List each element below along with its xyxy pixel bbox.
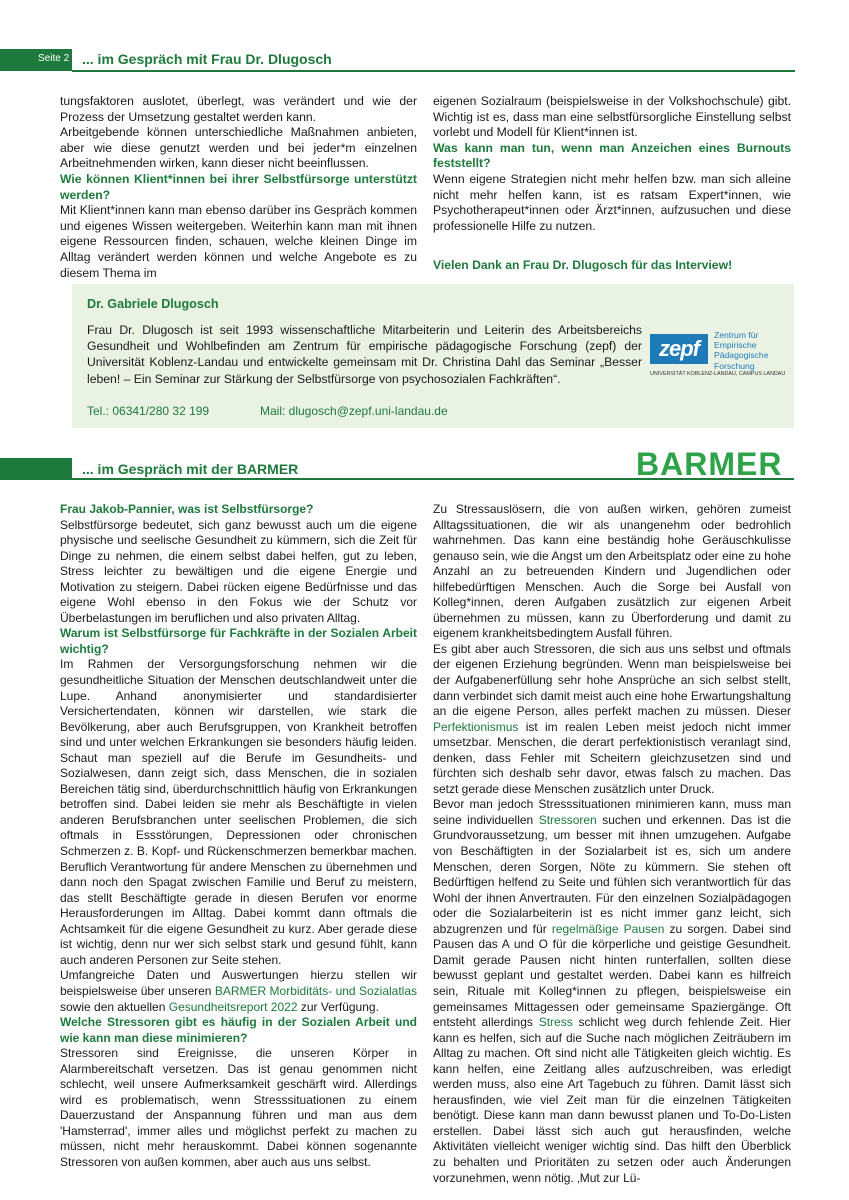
- paragraph: Wenn eigene Strategien nicht mehr helfen bzw. man sich alleine nicht mehr helfen kann, ist es ratsam Expert*innen, wie Psychotherapeut*innen oder Ärzt*innen, aufzusuchen und diese professionelle Hilfe zu nutzen.: [433, 171, 791, 233]
- section-bar: [0, 458, 72, 480]
- paragraph: eigenen Sozialraum (beispielsweise in der Volkshochschule) gibt. Wichtig ist es, dass man eine selbstfürsorgliche Einstellung selbst vorlebt und Modell für Klient*innen ist.: [433, 94, 791, 140]
- text-run: Umfangreiche Daten und Auswertungen hierzu stellen wir beispielsweise über unseren: [60, 968, 417, 998]
- text-run: Bevor man jedoch Stresssituationen minimieren kann, muss man seine individuellen: [433, 797, 791, 827]
- text-link[interactable]: BARMER Morbiditäts- und Sozialatlas: [214, 983, 418, 998]
- text-run: zu sorgen. Dabei sind Pausen das A und O für die körperliche und geistige Gesundheit. Damit gerade Pausen nicht hinten runterfallen, sollten diese bewusst geplant und gestaltet werden. Dabei kann es hilfreich sein, Rituale mit Kolleg*innen zu pflegen, beispielsweise ein gemeinsames Mittagessen oder gemeinsame Spaziergänge. Oft entsteht allerdings: [433, 921, 791, 1030]
- page-number: Seite 2: [38, 53, 70, 64]
- text-link[interactable]: Gesundheitsreport 2022: [168, 999, 298, 1014]
- infobox-name: Dr. Gabriele Dlugosch: [87, 297, 219, 311]
- zepf-logo: [650, 326, 790, 386]
- question-heading: Wie können Klient*innen bei ihrer Selbstfürsorge unterstützt werden?: [60, 171, 417, 202]
- page-number-tab: [0, 49, 72, 71]
- paragraph: Mit Klient*innen kann man ebenso darüber ins Gespräch kommen und eigenes Wissen weitergeben. Weiterhin kann man mit ihnen eigene Ressourcen finden, schauen, welche kleinen Dinge im Alltag verändert werden können und welche Angebote es zu diesem Thema im: [60, 203, 417, 280]
- paragraph: Selbstfürsorge bedeutet, sich ganz bewusst auch um die eigene physische und seelische Gesundheit zu kümmern, sich die Zeit für Dinge zu nehmen, die einem selbst dabei helfen, gut zu leben, Stress leichter zu bewältigen und die eigene Energie und Motivation zu steigern. Dabei rücken eigene Bedürfnisse und das eigene Wohl ebenso in den Fokus wie der Schutz vor Überbelastungen im beruflichen und also privaten Alltag.: [60, 517, 417, 625]
- infobox-bio: Frau Dr. Dlugosch ist seit 1993 wissenschaftliche Mitarbeiterin und Leiterin des Arbeitsbereichs Gesundheit und Wohlbefinden am Zentrum für empirische pädagogische Forschung (zepf) der Universität Koblenz-Landau und entwickelte gemeinsam mit Dr. Christina Dahl das Seminar „Besser leben! – Ein Seminar zur Stärkung der Selbstfürsorge von psychosozialen Fachkräften“.: [87, 323, 642, 386]
- section-title-barmer: ... im Gespräch mit der BARMER: [82, 461, 299, 477]
- column-left-interview-dlugosch: [60, 94, 417, 281]
- column-right-interview-barmer: [433, 502, 791, 1186]
- paragraph: [60, 968, 417, 1015]
- paragraph: tungsfaktoren auslotet, überlegt, was verändert und wie der Prozess der Umsetzung gestaltet werden kann.: [60, 94, 417, 124]
- text-run: Es gibt aber auch Stressoren, die sich aus uns selbst und oftmals der eigenen Erziehung begründen. Wenn man beispielsweise bei der Aufgabenerfüllung sehr hohe Ansprüche an sich selbst stellt, dann verbindet sich damit meist auch eine hohe Erwartungshaltung an die eigene Person, alles perfekt machen zu müssen. Dieser: [433, 641, 791, 719]
- text-link[interactable]: Stress: [538, 1015, 573, 1030]
- column-right-interview-dlugosch: [433, 94, 791, 234]
- paragraph: Stressoren sind Ereignisse, die unseren Körper in Alarmbereitschaft versetzen. Das ist genau genommen nicht schlecht, weil unsere Aufmerksamkeit geschärft wird. Allerdings wird es problematisch, wenn Stresssituationen zu einem Dauerzustand der Anspannung führen und man aus dem 'Hamsterrad', immer alles und möglichst perfekt zu machen zu müssen, nicht mehr herauskommt. Dabei können sogenannte Stressoren von außen kommen, aber auch aus uns selbst.: [60, 1046, 417, 1169]
- question-heading: Was kann man tun, wenn man Anzeichen eines Burnouts feststellt?: [433, 140, 791, 171]
- infobox-phone: Tel.: 06341/280 32 199: [87, 404, 210, 418]
- text-link[interactable]: regelmäßige Pausen: [551, 921, 665, 936]
- text-link[interactable]: Perfektionismus: [433, 719, 519, 734]
- question-heading: Welche Stressoren gibt es häufig in der Sozialen Arbeit und wie kann man diese minimieren?: [60, 1015, 417, 1045]
- author-infobox: [72, 284, 794, 428]
- zepf-logo-text: Zentrum für Empirische Pädagogische Forschung: [714, 330, 769, 371]
- text-run: ist im realen Leben meist jedoch nicht immer umsetzbar. Menschen, die derart perfektionistisch veranlagt sind, denken, dass Fehler mit Scheitern gleichzusetzen sind und fürchten sich deshalb sehr davor, etwas falsch zu machen. Das setzt gerade diese Menschen zusätzlich unter Druck.: [433, 719, 791, 796]
- question-heading: Warum ist Selbstfürsorge für Fachkräfte in der Sozialen Arbeit wichtig?: [60, 626, 417, 656]
- paragraph: [433, 797, 791, 1186]
- thanks-line: Vielen Dank an Frau Dr. Dlugosch für das Interview!: [433, 258, 733, 272]
- paragraph: [433, 642, 791, 797]
- text-link[interactable]: Stressoren: [538, 812, 597, 827]
- section-title-dlugosch: ... im Gespräch mit Frau Dr. Dlugosch: [82, 51, 332, 67]
- barmer-logo: BARMER: [636, 446, 783, 482]
- zepf-logo-subline: UNIVERSITÄT KOBLENZ-LANDAU, CAMPUS LANDAU: [650, 371, 786, 377]
- column-left-interview-barmer: [60, 502, 417, 1171]
- text-run: suchen und erkennen. Das ist die Grundvoraussetzung, um besser mit ihnen umzugehen. Aufgabe von Beschäftigten in der Sozialarbeit ist es, sich um andere Menschen, deren Sorgen, Nöte zu kümmern. Sie stehen oft Bedürftigen helfend zu Seite und fühlen sich verantwortlich für das Wohl der ihnen Anvertrauten. Für den einzelnen Sozialpädagogen oder die Sozialarbeiterin ist es nicht immer ganz leicht, sich abzugrenzen und für: [433, 812, 791, 936]
- paragraph: Arbeitgebende können unterschiedliche Maßnahmen anbieten, aber wie diese genutzt werden und bei jeder*m einzelnen Arbeitnehmenden wirken, kann dieser nicht beeinflussen.: [60, 125, 417, 171]
- question-heading: Frau Jakob-Pannier, was ist Selbstfürsorge?: [60, 502, 314, 516]
- text-run: zur Verfügung.: [297, 999, 379, 1014]
- paragraph: Zu Stressauslösern, die von außen wirken, gehören zumeist Alltagssituationen, die wir als unangenehm oder bedrohlich wahrnehmen. Das kann eine beständig hohe Geräuschkulisse genauso sein, wie die Angst um den Arbeitsplatz oder eine zu hohe Anzahl an zu betreuenden Kindern und Jugendlichen oder hilfebedürftigen Menschen. Auch die Sorge bei Ausfall von Kolleg*innen, deren Aufgaben zusätzlich zur eigenen Arbeit übernehmen zu müssen, kann zu Überforderung und damit zu eigenem krankheitsbedingtem Ausfall führen.: [433, 502, 791, 641]
- text-run: sowie den aktuellen: [60, 999, 169, 1014]
- header-rule: [72, 70, 795, 72]
- paragraph: Im Rahmen der Versorgungsforschung nehmen wir die gesundheitliche Situation der Menschen deutschlandweit unter die Lupe. Anhand anonymisierter und standardisierter Versichertendaten, können wir darstellen, wie stark die Bevölkerung, aber auch Berufsgruppen, von Krankheit betroffen sind und unter welchen Erkrankungen sie besonders häufig leiden. Schaut man speziell auf die Berufe im Gesundheits- und Sozialwesen, dann zeigt sich, dass Menschen, die in sozialen Bereichen tätig sind, überdurchschnittlich häufig von Erkrankungen betroffen sind. Dabei leiden sie mehr als Beschäftigte in vielen anderen Berufsbranchen unter seelischen Problemen, die sich oftmals in Essstörungen, Depressionen oder chronischen Schmerzen z. B. Kopf- und Rückenschmerzen bemerkbar machen. Beruflich Verantwortung für andere Menschen zu übernehmen und dann noch den Spagat zwischen Familie und Beruf zu meistern, das stellt Beschäftigte gerade in diesen Berufen vor enorme Herausforderungen im Alltag. Dabei kommt dann oftmals die Achtsamkeit für die eigene Gesundheit zu kurz. Aber gerade diese ist wichtig, denn nur wer sich selbst stark und gesund fühlt, kann auch anderen Personen zur Seite stehen.: [60, 657, 417, 967]
- text-run: schlicht weg durch fehlende Zeit. Hier kann es helfen, sich auf die Suche nach möglichen Zeiträubern im Alltag zu machen. Oft sind nicht alle Tätigkeiten gleich wichtig. Es kann helfen, eine Zeitlang alles aufzuschreiben, was erledigt werden muss, also eine Art Tagebuch zu führen. Damit lässt sich herausfinden, wie viel Zeit man für die einzelnen Tätigkeiten benötigt. Diese kann man dann bewusst planen und To-Do-Listen erstellen. Dabei lässt sich auch gut herausfinden, welche Aktivitäten vielleicht weniger wichtig sind. Das hilft den Überblick zu behalten und Prioritäten zu setzen oder auch Änderungen vorzunehmen, wenn nötig. ‚Mut zur Lü-: [433, 1015, 791, 1185]
- infobox-email: Mail: dlugosch@zepf.uni-landau.de: [260, 404, 448, 418]
- zepf-logo-mark: zepf: [650, 334, 708, 364]
